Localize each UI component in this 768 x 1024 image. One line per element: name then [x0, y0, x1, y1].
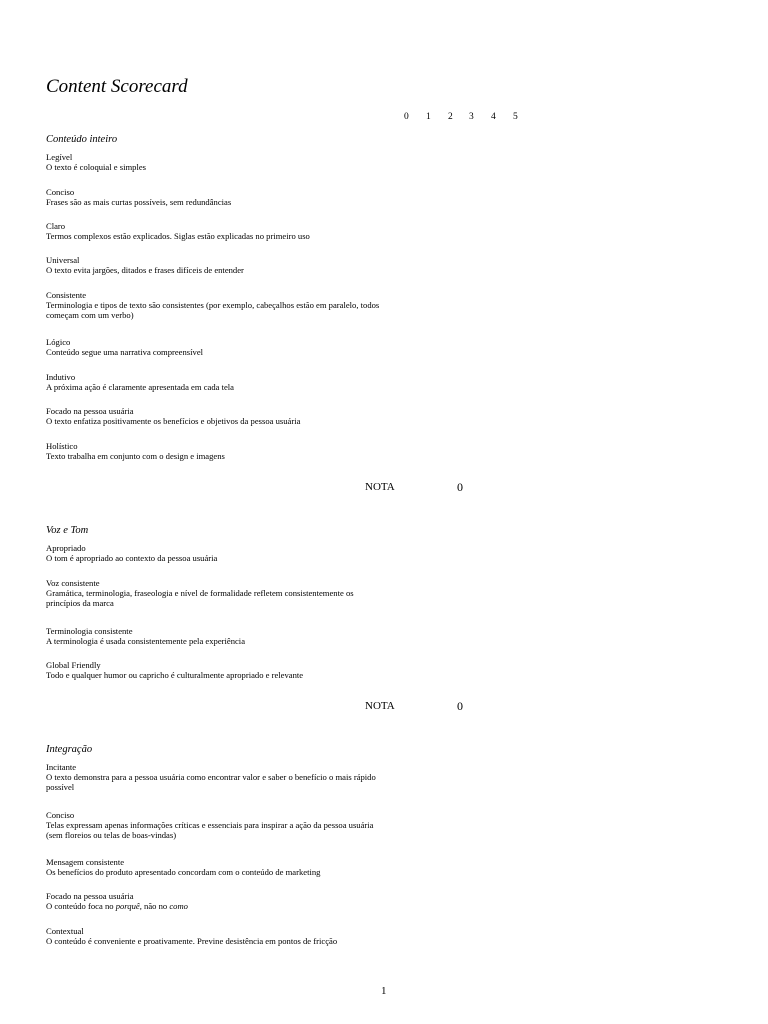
criterion-description: O texto enfatiza positivamente os benefícios e objetivos da pessoa usuária — [46, 416, 301, 426]
criterion-description: Conteúdo segue uma narrativa compreensível — [46, 347, 204, 357]
criterion-holistico — [46, 441, 386, 461]
criterion-claro — [46, 221, 386, 241]
criterion-description: Os benefícios do produto apresentado concordam com o conteúdo de marketing — [46, 867, 321, 877]
criterion-terminologia-consistente — [46, 626, 386, 646]
criterion-universal — [46, 255, 386, 275]
scale-3: 3 — [469, 112, 474, 122]
criterion-name: Indutivo — [46, 372, 76, 382]
criterion-voz-consistente — [46, 578, 386, 608]
criterion-name: Conciso — [46, 187, 75, 197]
criterion-description: O conteúdo é conveniente e proativamente. Previne desistência em pontos de fricção — [46, 936, 338, 946]
scale-2: 2 — [448, 112, 453, 122]
criterion-name: Incitante — [46, 762, 77, 772]
criterion-indutivo — [46, 372, 386, 392]
criterion-description: O texto evita jargões, ditados e frases difíceis de entender — [46, 265, 244, 275]
criterion-name: Conciso — [46, 810, 75, 820]
criterion-name: Terminologia consistente — [46, 626, 133, 636]
criterion-consistente — [46, 290, 386, 320]
criterion-conciso — [46, 187, 386, 207]
criterion-name: Holístico — [46, 441, 78, 451]
criterion-description: Todo e qualquer humor ou capricho é culturalmente apropriado e relevante — [46, 670, 304, 680]
criterion-name: Contextual — [46, 926, 84, 936]
criterion-legivel — [46, 152, 386, 172]
criterion-name: Universal — [46, 255, 80, 265]
criterion-description: Texto trabalha em conjunto com o design e imagens — [46, 451, 225, 461]
criterion-description: Frases são as mais curtas possíveis, sem redundâncias — [46, 197, 232, 207]
section-title-conteudo-inteiro: Conteúdo inteiro — [46, 134, 118, 145]
criterion-name: Legível — [46, 152, 73, 162]
criterion-name: Voz consistente — [46, 578, 100, 588]
nota-value: 0 — [457, 699, 463, 713]
criterion-contextual — [46, 926, 386, 946]
criterion-mensagem-consistente — [46, 857, 386, 877]
scale-4: 4 — [491, 112, 496, 122]
desc-emphasis-porque: porquê — [115, 901, 140, 911]
criterion-name: Mensagem consistente — [46, 857, 125, 867]
criterion-name: Focado na pessoa usuária — [46, 406, 134, 416]
criterion-focado-na-pessoa-usuaria-integracao — [46, 891, 386, 911]
document-title: Content Scorecard — [46, 76, 188, 97]
desc-emphasis-como: como — [169, 901, 188, 911]
scale-5: 5 — [513, 112, 518, 122]
criterion-focado-na-pessoa-usuaria — [46, 406, 386, 426]
scale-1: 1 — [426, 112, 431, 122]
desc-part: O conteúdo foca no — [46, 901, 116, 911]
criterion-name: Lógico — [46, 337, 71, 347]
criterion-conciso-integracao — [46, 810, 386, 840]
criterion-global-friendly — [46, 660, 386, 680]
criterion-description: A próxima ação é claramente apresentada em cada tela — [46, 382, 235, 392]
criterion-description — [46, 901, 386, 911]
criterion-apropriado — [46, 543, 386, 563]
criterion-description: A terminologia é usada consistentemente pela experiência — [46, 636, 246, 646]
criterion-name: Global Friendly — [46, 660, 101, 670]
criterion-name: Apropriado — [46, 543, 86, 553]
nota-label: NOTA — [365, 700, 395, 712]
criterion-logico — [46, 337, 386, 357]
scale-0: 0 — [404, 112, 409, 122]
nota-value: 0 — [457, 480, 463, 494]
criterion-name: Consistente — [46, 290, 87, 300]
criterion-description: O texto é coloquial e simples — [46, 162, 146, 172]
criterion-description: Terminologia e tipos de texto são consistentes (por exemplo, cabeçalhos estão em paralelo, todos começam com um verbo) — [46, 300, 380, 320]
criterion-name: Claro — [46, 221, 66, 231]
criterion-description: Termos complexos estão explicados. Siglas estão explicadas no primeiro uso — [46, 231, 310, 241]
section-title-voz-e-tom: Voz e Tom — [46, 525, 89, 536]
page-number: 1 — [381, 985, 387, 997]
criterion-incitante — [46, 762, 386, 792]
criterion-description: Telas expressam apenas informações críticas e essenciais para inspirar a ação da pessoa usuária (sem floreios ou telas de boas-vindas) — [46, 820, 374, 840]
criterion-description: Gramática, terminologia, fraseologia e nível de formalidade refletem consistentemente os princípios da marca — [46, 588, 354, 608]
criterion-description: O tom é apropriado ao contexto da pessoa usuária — [46, 553, 218, 563]
criterion-name: Focado na pessoa usuária — [46, 891, 134, 901]
nota-label: NOTA — [365, 481, 395, 493]
section-title-integracao: Integração — [46, 744, 93, 755]
desc-part: , não no — [139, 901, 170, 911]
criterion-description: O texto demonstra para a pessoa usuária como encontrar valor e saber o benefício o mais rápido possível — [46, 772, 376, 792]
